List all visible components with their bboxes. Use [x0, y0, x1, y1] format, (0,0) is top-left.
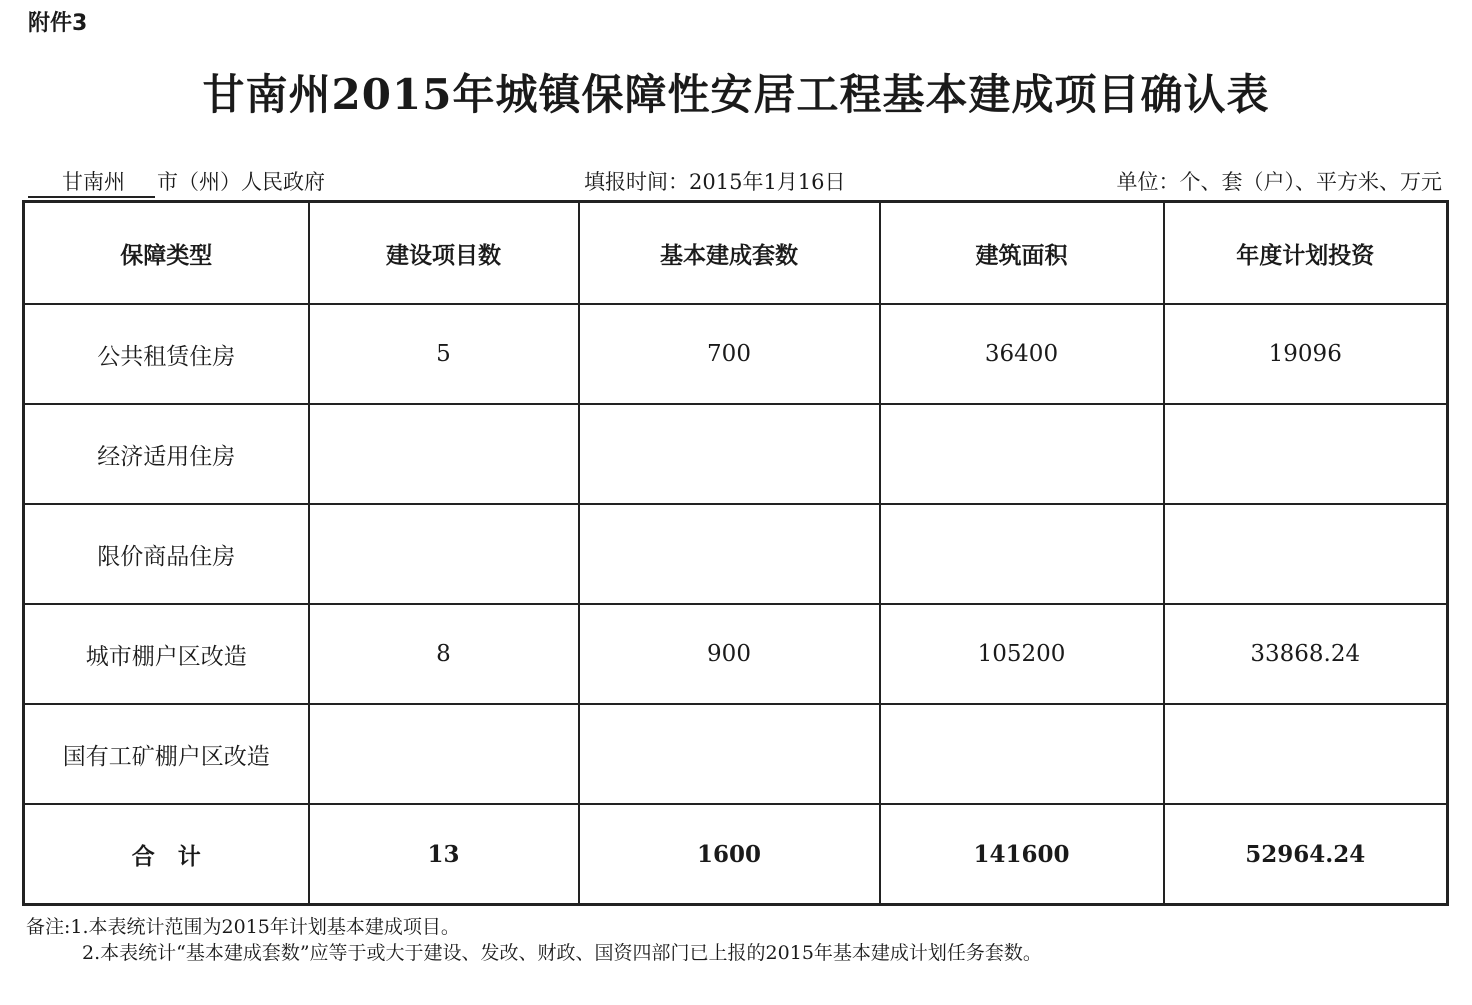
cell-type: 国有工矿棚户区改造: [24, 704, 309, 804]
cell-annual-investment: [1164, 404, 1448, 504]
table-row: [24, 404, 1448, 504]
total-floor-area: 141600: [880, 804, 1164, 905]
note-2: 2.本表统计“基本建成套数”应等于或大于建设、发改、财政、国资四部门已上报的2015年基本建成计划任务套数。: [82, 942, 1042, 964]
header-completed-units: 基本建成套数: [579, 202, 880, 305]
cell-type: 限价商品住房: [24, 504, 309, 604]
cell-type: 经济适用住房: [24, 404, 309, 504]
cell-annual-investment: [1164, 704, 1448, 804]
region-fill: 甘南州: [28, 166, 155, 198]
note-1: 备注:1.本表统计范围为2015年计划基本建成项目。: [26, 916, 460, 938]
cell-annual-investment: [1164, 504, 1448, 604]
header-floor-area: 建筑面积: [880, 202, 1164, 305]
table-header-row: [24, 202, 1448, 305]
cell-floor-area: 105200: [880, 604, 1164, 704]
attachment-label: 附件3: [28, 11, 88, 36]
region-suffix: 市（州）人民政府: [157, 170, 325, 194]
cell-floor-area: [880, 404, 1164, 504]
cell-type: 公共租赁住房: [24, 304, 309, 404]
total-completed-units: 1600: [579, 804, 880, 905]
cell-completed-units: 700: [579, 304, 880, 404]
notes: [26, 914, 1042, 966]
cell-completed-units: [579, 504, 880, 604]
cell-project-count: 8: [309, 604, 579, 704]
table-row: [24, 304, 1448, 404]
cell-type: 城市棚户区改造: [24, 604, 309, 704]
total-project-count: 13: [309, 804, 579, 905]
cell-floor-area: [880, 504, 1164, 604]
cell-annual-investment: 33868.24: [1164, 604, 1448, 704]
region-line: [28, 166, 325, 198]
cell-annual-investment: 19096: [1164, 304, 1448, 404]
cell-project-count: 5: [309, 304, 579, 404]
total-annual-investment: 52964.24: [1164, 804, 1448, 905]
cell-project-count: [309, 404, 579, 504]
table-row: [24, 604, 1448, 704]
header-annual-investment: 年度计划投资: [1164, 202, 1448, 305]
cell-completed-units: [579, 704, 880, 804]
table-total-row: [24, 804, 1448, 905]
cell-completed-units: [579, 404, 880, 504]
report-time: 填报时间：2015年1月16日: [584, 170, 846, 194]
units-label: 单位：个、套（户）、平方米、万元: [1116, 170, 1442, 194]
cell-completed-units: 900: [579, 604, 880, 704]
cell-floor-area: 36400: [880, 304, 1164, 404]
cell-project-count: [309, 504, 579, 604]
page-title: 甘南州2015年城镇保障性安居工程基本建成项目确认表: [202, 70, 1270, 119]
header-project-count: 建设项目数: [309, 202, 579, 305]
total-label: 合 计: [24, 804, 309, 905]
confirmation-table: [22, 200, 1449, 906]
table-row: [24, 504, 1448, 604]
header-type: 保障类型: [24, 202, 309, 305]
cell-floor-area: [880, 704, 1164, 804]
cell-project-count: [309, 704, 579, 804]
table-row: [24, 704, 1448, 804]
